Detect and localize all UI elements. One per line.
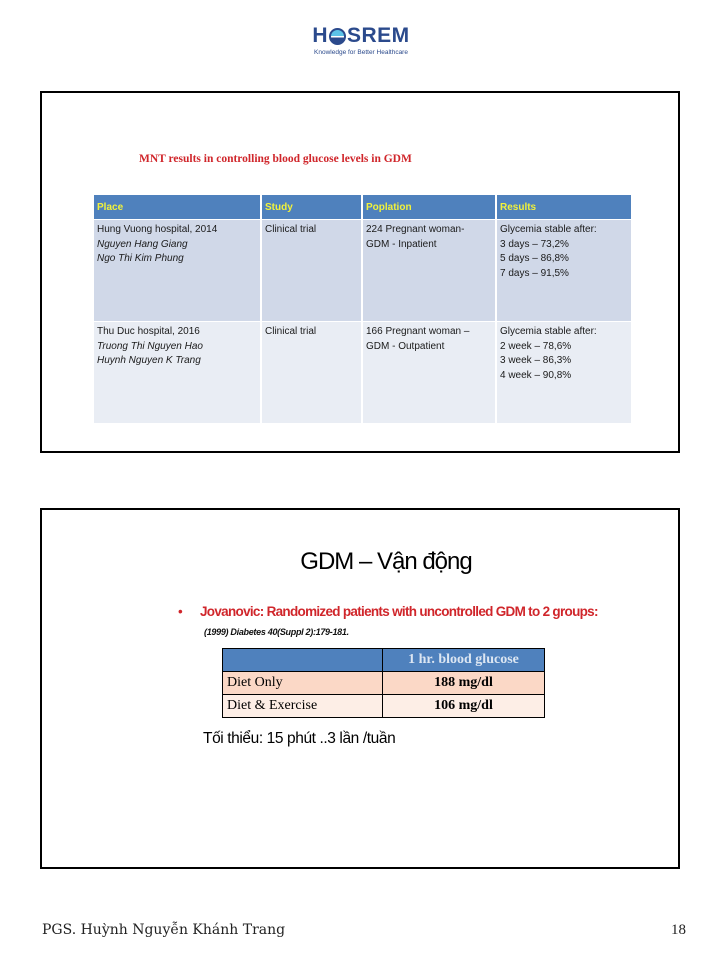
author: Nguyen Hang Giang <box>97 238 188 250</box>
header-population: Poplation <box>363 195 495 219</box>
mnt-results-table <box>92 194 633 424</box>
bullet-dot-icon: • <box>178 604 183 619</box>
result-line: 2 week – 78,6% <box>500 340 572 352</box>
study-type: Clinical trial <box>265 326 317 337</box>
result-line: 3 days – 73,2% <box>500 238 569 250</box>
place-name: Thu Duc hospital, 2016 <box>97 326 200 337</box>
cell-results <box>497 220 631 321</box>
globe-icon <box>329 28 346 45</box>
table-row <box>223 672 545 695</box>
table-row <box>94 322 631 423</box>
header-blood-glucose: 1 hr. blood glucose <box>383 649 545 672</box>
result-line: 5 days – 86,8% <box>500 253 569 264</box>
results-label: Glycemia stable after: <box>500 326 597 337</box>
cell-study <box>262 322 361 423</box>
table-header-row <box>223 649 545 672</box>
author: Truong Thi Nguyen Hao <box>97 340 203 352</box>
page-number: 18 <box>671 922 686 938</box>
population-line: GDM - Outpatient <box>366 340 445 352</box>
exercise-note: Tối thiểu: 15 phút ..3 lần /tuần <box>203 730 396 747</box>
logo-text-start: H <box>312 24 328 47</box>
cell-place <box>94 220 260 321</box>
cell-place <box>94 322 260 423</box>
population-line: GDM - Inpatient <box>366 238 437 250</box>
blood-glucose-table <box>222 648 545 718</box>
bullet-reference: (1999) Diabetes 40(Suppl 2):179-181. <box>204 627 349 637</box>
logo-text-end: SREM <box>346 24 410 47</box>
header-empty <box>223 649 383 672</box>
author: Huynh Nguyen K Trang <box>97 355 201 366</box>
result-line: 7 days – 91,5% <box>500 267 569 279</box>
footer-author: PGS. Huỳnh Nguyễn Khánh Trang <box>42 922 286 938</box>
cell-population <box>363 220 495 321</box>
slide-gdm-exercise <box>40 508 680 869</box>
hosrem-logo <box>300 24 422 57</box>
cell-results <box>497 322 631 423</box>
glucose-value: 106 mg/dl <box>383 695 545 718</box>
place-name: Hung Vuong hospital, 2014 <box>97 224 218 235</box>
logo-tagline: Knowledge for Better Healthcare <box>314 49 408 56</box>
bullet-text: Jovanovic: Randomized patients with uncontrolled GDM to 2 groups: <box>200 604 598 619</box>
table-row <box>94 220 631 321</box>
slide-title: GDM – Vận động <box>300 548 472 575</box>
result-line: 4 week – 90,8% <box>500 369 572 381</box>
population-line: 224 Pregnant woman- <box>366 224 465 235</box>
slide-title: MNT results in controlling blood glucose levels in GDM <box>139 153 412 165</box>
header-results: Results <box>497 195 631 219</box>
header-study: Study <box>262 195 361 219</box>
glucose-value: 188 mg/dl <box>383 672 545 695</box>
logo-wordmark <box>300 24 422 48</box>
header-place: Place <box>94 195 260 219</box>
result-line: 3 week – 86,3% <box>500 355 572 366</box>
results-label: Glycemia stable after: <box>500 224 597 235</box>
cell-study <box>262 220 361 321</box>
cell-population <box>363 322 495 423</box>
author: Ngo Thi Kim Phung <box>97 253 184 264</box>
group-label: Diet Only <box>223 672 383 695</box>
bullet-item <box>180 602 610 642</box>
population-line: 166 Pregnant woman – <box>366 326 470 337</box>
table-row <box>223 695 545 718</box>
table-header-row <box>94 195 631 219</box>
group-label: Diet & Exercise <box>223 695 383 718</box>
study-type: Clinical trial <box>265 224 317 235</box>
slide-mnt-results <box>40 91 680 453</box>
